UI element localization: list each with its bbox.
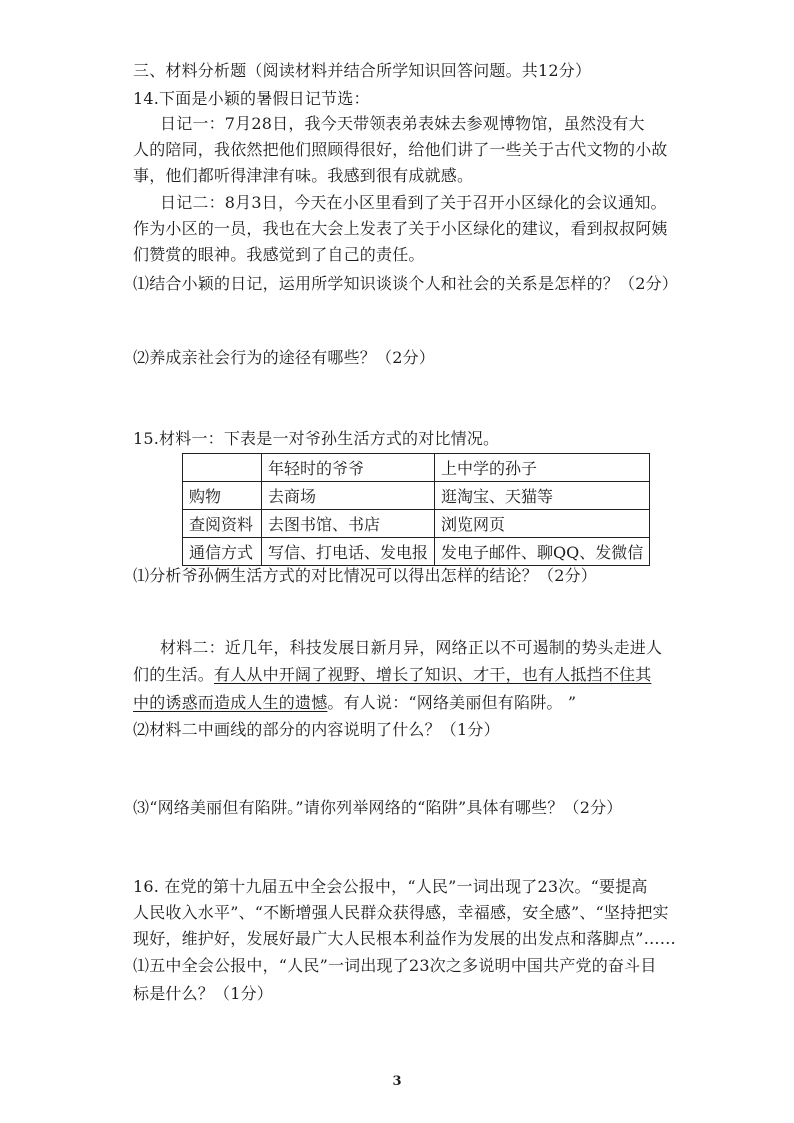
table-cell: 通信方式 xyxy=(183,538,262,566)
q16-line3: 现好，维护好，发展好最广大人民根本利益作为发展的出发点和落脚点”…… xyxy=(133,929,676,948)
q16-question-1-line2: 标是什么？（1分） xyxy=(133,984,273,1003)
q14-question-1: ⑴结合小颖的日记，运用所学知识谈谈个人和社会的关系是怎样的？（2分） xyxy=(133,274,678,293)
page-number: 3 xyxy=(392,1074,402,1089)
table-cell: 购物 xyxy=(183,482,262,510)
table-header-cell: 上中学的孙子 xyxy=(435,454,650,482)
q16-line1: 16. 在党的第十九届五中全会公报中，“人民”一词出现了23次。“要提高 xyxy=(133,877,648,896)
table-row xyxy=(183,510,650,538)
q15-question-3: ⑶“网络美丽但有陷阱。”请你列举网络的“陷阱”具体有哪些？（2分） xyxy=(133,798,623,817)
material2-plain-text: 。有人说：“网络美丽但有陷阱。 ” xyxy=(327,693,577,712)
material2-underlined-text: 中的诱惑而造成人生的遗憾 xyxy=(133,693,328,712)
q15-intro: 15.材料一：下表是一对爷孙生活方式的对比情况。 xyxy=(133,429,500,448)
table-cell: 逛淘宝、天猫等 xyxy=(435,482,650,510)
section-heading: 三、材料分析题（阅读材料并结合所学知识回答问题。共12分） xyxy=(133,61,592,80)
q14-diary2-line1: 日记二：8月3日，今天在小区里看到了关于召开小区绿化的会议通知。 xyxy=(160,193,667,212)
table-cell: 查阅资料 xyxy=(183,510,262,538)
table-cell: 发电子邮件、聊QQ、发微信 xyxy=(435,538,650,566)
table-row xyxy=(183,538,650,566)
table-header-cell xyxy=(183,454,262,482)
q14-diary2-line3: 们赞赏的眼神。我感觉到了自己的责任。 xyxy=(133,245,425,264)
material2-underlined-text: 有人从中开阔了视野、增长了知识、才干，也有人抵挡不住其 xyxy=(214,665,652,684)
q15-question-1: ⑴分析爷孙俩生活方式的对比情况可以得出怎样的结论？（2分） xyxy=(133,566,597,585)
q15-material2-line3 xyxy=(133,692,576,714)
q16-question-1-line1: ⑴五中全会公报中，“人民”一词出现了23次之多说明中国共产党的奋斗目 xyxy=(133,956,657,975)
q14-intro: 14.下面是小颖的暑假日记节选： xyxy=(133,89,370,108)
table-cell: 去商场 xyxy=(262,482,435,510)
q16-line2: 人民收入水平”、“不断增强人民群众获得感，幸福感，安全感”、“坚持把实 xyxy=(133,903,669,922)
table-header-cell: 年轻时的爷爷 xyxy=(262,454,435,482)
table-header-row xyxy=(183,454,650,482)
lifestyle-comparison-table xyxy=(182,453,650,566)
material2-plain-text: 们的生活。 xyxy=(133,665,215,684)
q14-question-2: ⑵养成亲社会行为的途径有哪些？（2分） xyxy=(133,348,435,367)
table-cell: 去图书馆、书店 xyxy=(262,510,435,538)
q14-diary1-line1: 日记一：7月28日，我今天带领表弟表妹去参观博物馆，虽然没有大 xyxy=(160,114,645,133)
q14-diary1-line2: 人的陪同，我依然把他们照顾得很好，给他们讲了一些关于古代文物的小故 xyxy=(133,140,668,159)
q14-diary2-line2: 作为小区的一员，我也在大会上发表了关于小区绿化的建议，看到叔叔阿姨 xyxy=(133,219,668,238)
q14-diary1-line3: 事，他们都听得津津有味。我感到很有成就感。 xyxy=(133,166,474,185)
q15-material2-line1: 材料二：近几年，科技发展日新月异，网络正以不可遏制的势头走进人 xyxy=(160,638,663,657)
table-cell: 写信、打电话、发电报 xyxy=(262,538,435,566)
q15-question-2: ⑵材料二中画线的部分的内容说明了什么？（1分） xyxy=(133,720,500,739)
q15-material2-line2 xyxy=(133,664,651,686)
table-cell: 浏览网页 xyxy=(435,510,650,538)
table-row xyxy=(183,482,650,510)
